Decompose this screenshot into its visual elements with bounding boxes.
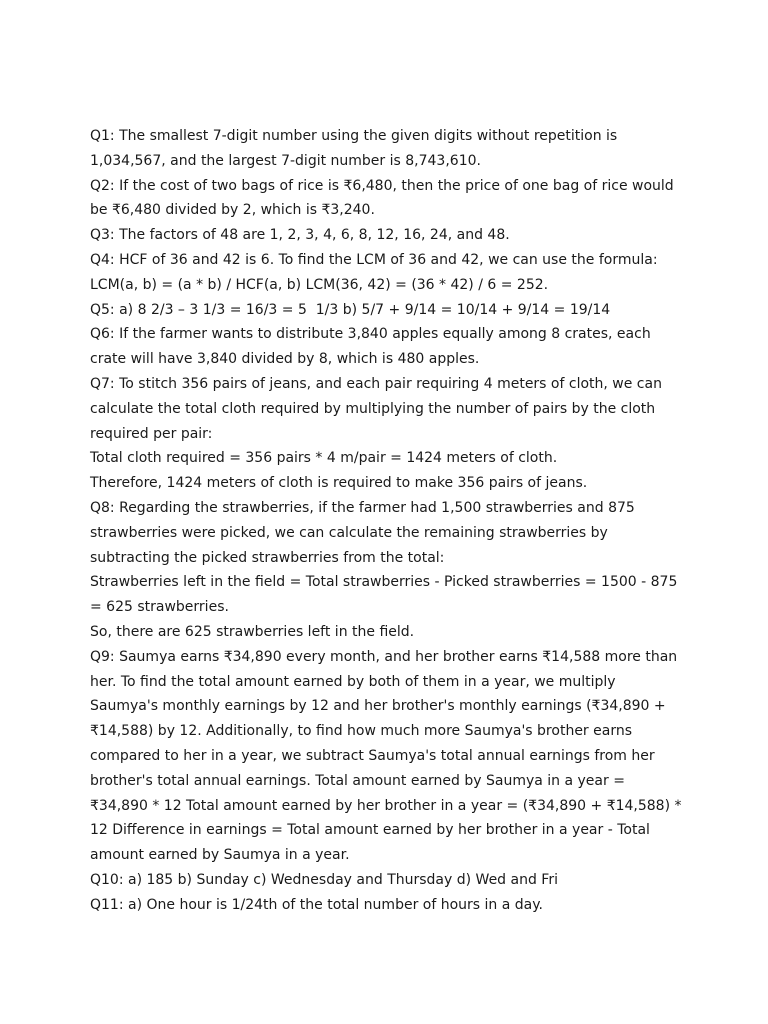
q8-line-5: = 625 strawberries.	[90, 599, 229, 616]
q7-line-5: Therefore, 1424 meters of cloth is required to make 356 pairs of jeans.	[90, 475, 588, 492]
q8-line-1: Q8: Regarding the strawberries, if the farmer had 1,500 strawberries and 875	[90, 499, 635, 516]
q8-line-3: subtracting the picked strawberries from the total:	[90, 549, 445, 566]
q1-line-1: Q1: The smallest 7-digit number using the given digits without repetition is	[90, 128, 618, 144]
q9-line-9: amount earned by Saumya in a year.	[90, 847, 350, 864]
q3-line: Q3: The factors of 48 are 1, 2, 3, 4, 6, 8, 12, 16, 24, and 48.	[90, 227, 510, 244]
q5-line: Q5: a) 8 2/3 – 3 1/3 = 16/3 = 5 1/3 b) 5/7 + 9/14 = 10/14 + 9/14 = 19/14	[90, 301, 611, 318]
q9-line-1: Q9: Saumya earns ₹34,890 every month, and her brother earns ₹14,588 more than	[90, 648, 678, 665]
q9-line-5: compared to her in a year, we subtract Saumya's total annual earnings from her	[90, 747, 655, 764]
q9-line-4: ₹14,588) by 12. Additionally, to find how much more Saumya's brother earns	[90, 723, 633, 740]
q8-line-4: Strawberries left in the field = Total strawberries - Picked strawberries = 1500 - 875	[90, 574, 678, 591]
q10-line: Q10: a) 185 b) Sunday c) Wednesday and Thursday d) Wed and Fri	[90, 871, 558, 888]
q8-line-2: strawberries were picked, we can calculate the remaining strawberries by	[90, 524, 608, 541]
q8-line-6: So, there are 625 strawberries left in the field.	[90, 623, 415, 640]
q1-line-2: 1,034,567, and the largest 7-digit number is 8,743,610.	[90, 152, 481, 169]
q7-line-3: required per pair:	[90, 425, 213, 442]
q9-line-8: 12 Difference in earnings = Total amount earned by her brother in a year - Total	[90, 822, 650, 839]
q9-line-6: brother's total annual earnings. Total amount earned by Saumya in a year =	[90, 772, 625, 789]
q7-line-1: Q7: To stitch 356 pairs of jeans, and each pair requiring 4 meters of cloth, we can	[90, 375, 662, 392]
document-page	[90, 124, 690, 918]
q6-line-1: Q6: If the farmer wants to distribute 3,840 apples equally among 8 crates, each	[90, 326, 651, 343]
q11-line: Q11: a) One hour is 1/24th of the total number of hours in a day.	[90, 896, 543, 913]
q7-line-2: calculate the total cloth required by multiplying the number of pairs by the cloth	[90, 400, 656, 417]
q2-line-1: Q2: If the cost of two bags of rice is ₹6,480, then the price of one bag of rice would	[90, 177, 674, 194]
q2-line-2: be ₹6,480 divided by 2, which is ₹3,240.	[90, 202, 375, 219]
q9-line-3: Saumya's monthly earnings by 12 and her brother's monthly earnings (₹34,890 +	[90, 698, 666, 715]
q4-line-2: LCM(a, b) = (a * b) / HCF(a, b) LCM(36, 42) = (36 * 42) / 6 = 252.	[90, 276, 549, 293]
q7-line-4: Total cloth required = 356 pairs * 4 m/pair = 1424 meters of cloth.	[90, 450, 558, 467]
q9-line-7: ₹34,890 * 12 Total amount earned by her brother in a year = (₹34,890 + ₹14,588) *	[90, 797, 682, 814]
q9-line-2: her. To find the total amount earned by both of them in a year, we multiply	[90, 673, 616, 690]
q4-line-1: Q4: HCF of 36 and 42 is 6. To find the LCM of 36 and 42, we can use the formula:	[90, 251, 658, 268]
q6-line-2: crate will have 3,840 divided by 8, which is 480 apples.	[90, 351, 480, 368]
